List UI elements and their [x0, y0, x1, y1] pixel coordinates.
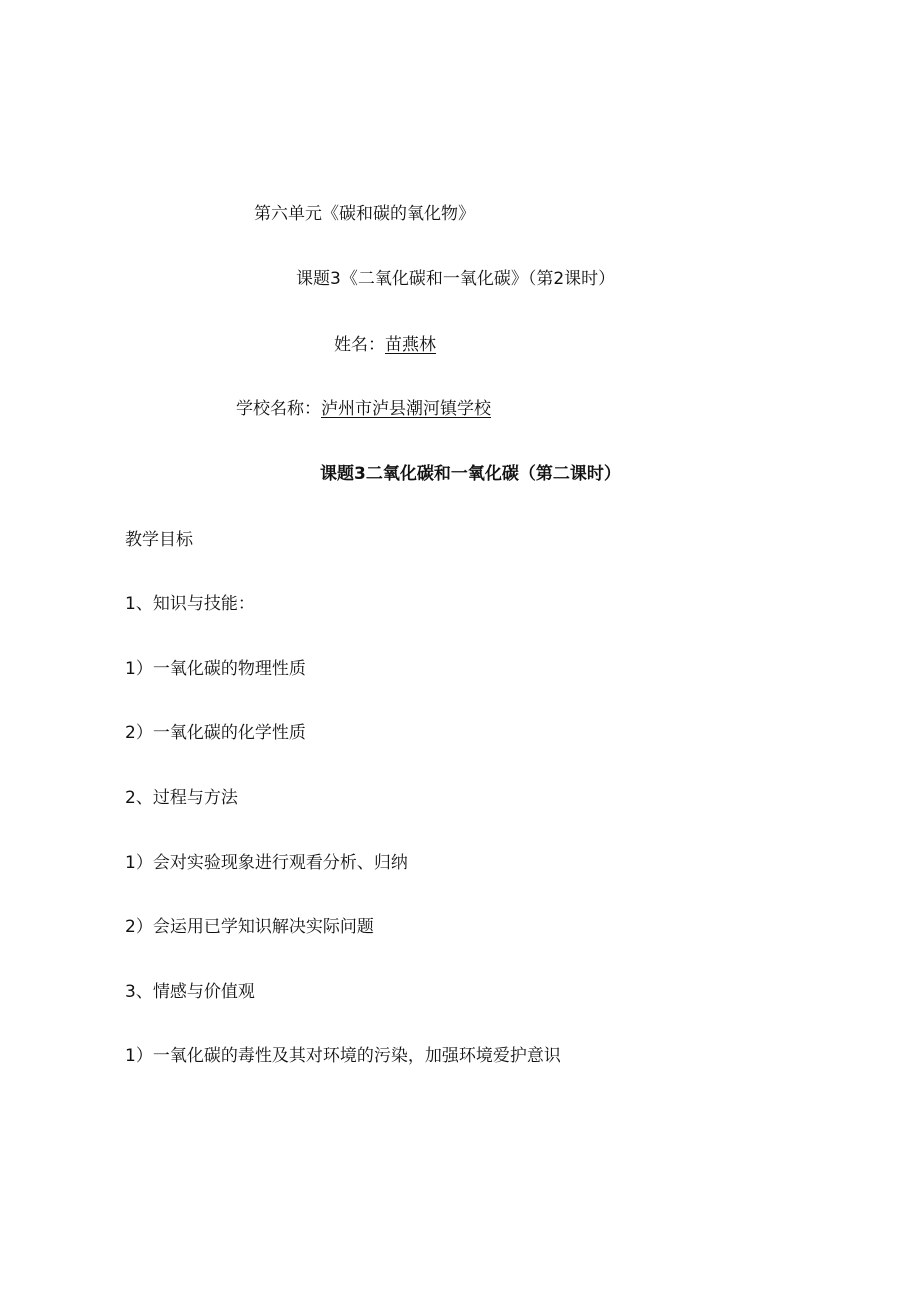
name-value: 苗燕林: [385, 335, 436, 355]
school-label: 学校名称：: [236, 399, 321, 419]
list-item: 2）一氧化碳的化学性质: [125, 723, 306, 743]
section-title: 教学目标: [125, 530, 193, 550]
list-item: 3、情感与价值观: [125, 982, 255, 1002]
school-value: 泸州市泸县潮河镇学校: [321, 399, 491, 419]
school-line: [236, 398, 491, 420]
name-label: 姓名：: [334, 335, 385, 355]
list-item: 2、过程与方法: [125, 788, 238, 808]
list-item: 2）会运用已学知识解决实际问题: [125, 917, 374, 937]
lesson-heading: 课题3二氧化碳和一氧化碳（第二课时）: [320, 464, 621, 484]
author-line: [334, 334, 436, 356]
list-item: 1）会对实验现象进行观看分析、归纳: [125, 853, 408, 873]
list-item: 1）一氧化碳的毒性及其对环境的污染，加强环境爱护意识: [125, 1046, 561, 1066]
lesson-title: 课题3《二氧化碳和一氧化碳》（第2课时）: [296, 269, 616, 289]
list-item: 1）一氧化碳的物理性质: [125, 659, 306, 679]
list-item: 1、知识与技能：: [125, 594, 255, 614]
unit-title: 第六单元《碳和碳的氧化物》: [254, 204, 475, 224]
